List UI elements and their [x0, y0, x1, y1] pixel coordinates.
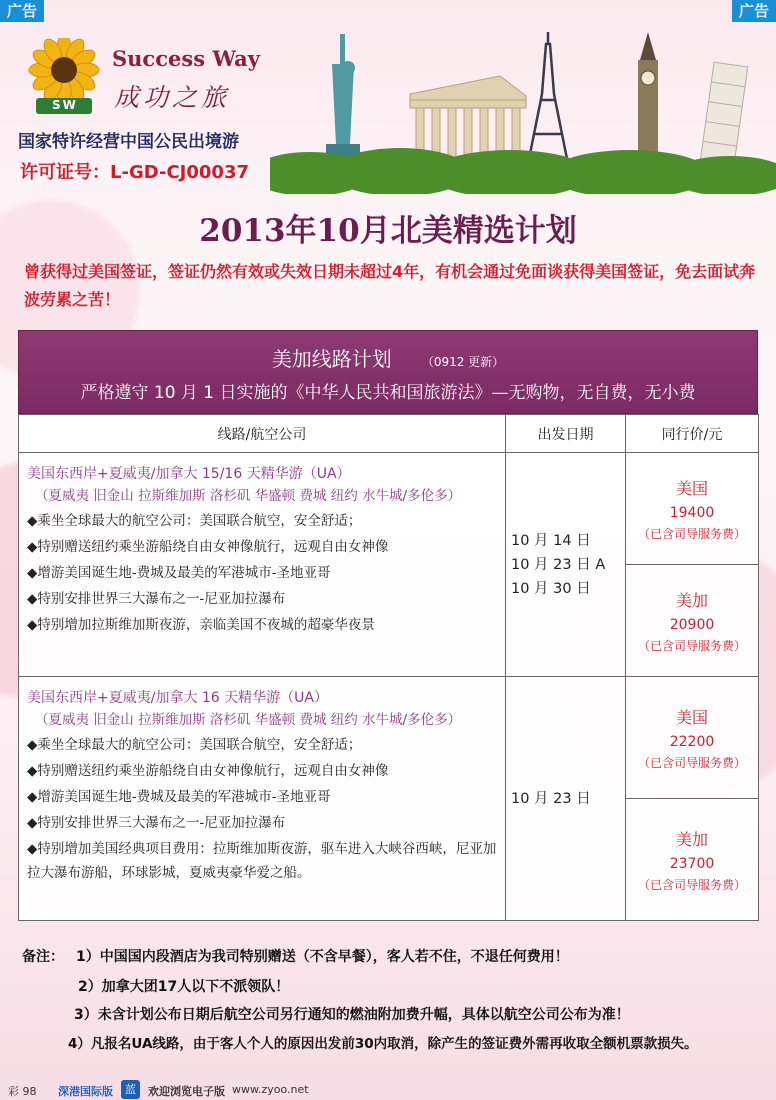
visa-notice: 曾获得过美国签证，签证仍然有效或失效日期未超过4年，有机会通过免面谈获得美国签证，免去面试奔波劳累之苦！: [24, 262, 756, 309]
page-footer: [0, 1078, 776, 1100]
departure-date: 10 月 23 日 A: [511, 556, 606, 573]
price-cell: [626, 565, 759, 677]
routes-table: [18, 414, 759, 921]
route-title: 美国东西岸+夏威夷/加拿大 15/16 天精华游（UA）: [27, 466, 351, 482]
col-header-date: 出发日期: [506, 415, 626, 453]
departure-dates: [506, 453, 626, 677]
route-cell: [19, 677, 506, 921]
route-feature: ◆增游美国诞生地-费城及最美的军港城市-圣地亚哥: [27, 789, 331, 805]
brand-name-en: Success Way: [112, 46, 260, 71]
route-feature: ◆乘坐全球最大的航空公司：美国联合航空，安全舒适；: [27, 513, 362, 529]
route-feature: ◆特别增加拉斯维加斯夜游，亲临美国不夜城的超豪华夜景: [27, 617, 375, 633]
license-statement: 国家特许经营中国公民出境游: [18, 132, 239, 152]
price-value: 23700: [669, 855, 715, 872]
page-number: 彩 98: [8, 1085, 37, 1098]
price-note: （已含司导服务费）: [637, 877, 746, 892]
page-title: 2013年10月北美精选计划: [199, 213, 577, 249]
world-landmarks-illustration: [270, 24, 776, 194]
edition-name: 深港国际版: [58, 1085, 113, 1098]
price-region: 美国: [675, 478, 708, 498]
route-cities: （夏威夷 旧金山 拉斯维加斯 洛杉矶 华盛顿 费城 纽约 水牛城/多伦多）: [35, 712, 462, 728]
price-cell: [626, 799, 759, 921]
footer-slogan: 欢迎浏览电子版: [148, 1085, 225, 1098]
route-feature: ◆特别赠送纽约乘坐游船绕自由女神像航行，远观自由女神像: [27, 763, 389, 779]
departure-date: 10 月 30 日: [511, 580, 591, 597]
route-feature: ◆特别安排世界三大瀑布之一-尼亚加拉瀑布: [27, 591, 286, 607]
price-region: 美加: [675, 590, 708, 610]
departure-dates: [506, 677, 626, 921]
big-ben-icon: [638, 32, 658, 170]
panel-heading: 美加线路计划: [271, 347, 392, 371]
remark-item: 2）加拿大团17人以下不派领队！: [78, 979, 290, 995]
departure-date: 10 月 14 日: [511, 532, 591, 549]
remark-item: 4）凡报名UA线路，由于客人个人的原因出发前30内取消，除产生的签证费外需再收取全额机票款损失。: [68, 1036, 698, 1052]
route-feature: ◆乘坐全球最大的航空公司：美国联合航空，安全舒适；: [27, 737, 362, 753]
price-cell: [626, 453, 759, 565]
statue-of-liberty-icon: [326, 34, 360, 164]
price-region: 美国: [675, 707, 708, 727]
panel-subheading: 严格遵守 10 月 1 日实施的《中华人民共和国旅游法》—无购物，无自费，无小费: [80, 383, 696, 403]
footer-url[interactable]: www.zyoo.net: [232, 1083, 309, 1096]
departure-date: 10 月 23 日: [511, 790, 591, 807]
route-cell: [19, 453, 506, 677]
table-row: [19, 453, 759, 565]
ad-tag-left: 广告: [0, 0, 44, 22]
price-note: （已含司导服务费）: [637, 526, 746, 541]
price-note: （已含司导服务费）: [637, 755, 746, 770]
logo-letters: SW: [52, 98, 78, 112]
edition-badge: 蓝: [121, 1080, 140, 1099]
price-region: 美加: [675, 829, 708, 849]
col-header-route: 线路/航空公司: [19, 415, 506, 453]
route-feature: ◆增游美国诞生地-费城及最美的军港城市-圣地亚哥: [27, 565, 331, 581]
remark-item: 1）中国国内段酒店为我司特别赠送（不含早餐），客人若不住，不退任何费用！: [76, 949, 569, 965]
route-cities: （夏威夷 旧金山 拉斯维加斯 洛杉矶 华盛顿 费城 纽约 水牛城/多伦多）: [35, 488, 462, 504]
eiffel-tower-icon: [528, 32, 568, 164]
panel-header: [18, 330, 758, 414]
table-row: [19, 677, 759, 799]
price-cell: [626, 677, 759, 799]
brand-name-cn: 成功之旅: [114, 83, 231, 112]
route-feature: ◆特别赠送纽约乘坐游船绕自由女神像航行，远观自由女神像: [27, 539, 389, 555]
update-note: （0912 更新）: [421, 355, 505, 369]
license-number: 许可证号：L-GD-CJ00037: [20, 162, 249, 183]
route-feature: ◆特别增加美国经典项目费用：拉斯维加斯夜游，驱车进入大峡谷西峡，尼亚加拉大瀑布游船，环球影城，夏威夷豪华爱之船。: [27, 841, 497, 881]
route-plan-panel: [18, 330, 758, 921]
price-value: 19400: [669, 504, 715, 521]
route-title: 美国东西岸+夏威夷/加拿大 16 天精华游（UA）: [27, 690, 328, 706]
price-value: 22200: [669, 733, 715, 750]
price-note: （已含司导服务费）: [637, 638, 746, 653]
price-value: 20900: [669, 616, 715, 633]
table-header-row: [19, 415, 759, 453]
route-feature: ◆特别安排世界三大瀑布之一-尼亚加拉瀑布: [27, 815, 286, 831]
remark-item: 3）未含计划公布日期后航空公司另行通知的燃油附加费升幅，具体以航空公司公布为准！: [74, 1007, 630, 1023]
col-header-price: 同行价/元: [626, 415, 759, 453]
remarks-label: 备注：: [22, 949, 64, 965]
ad-tag-right: 广告: [732, 0, 776, 22]
